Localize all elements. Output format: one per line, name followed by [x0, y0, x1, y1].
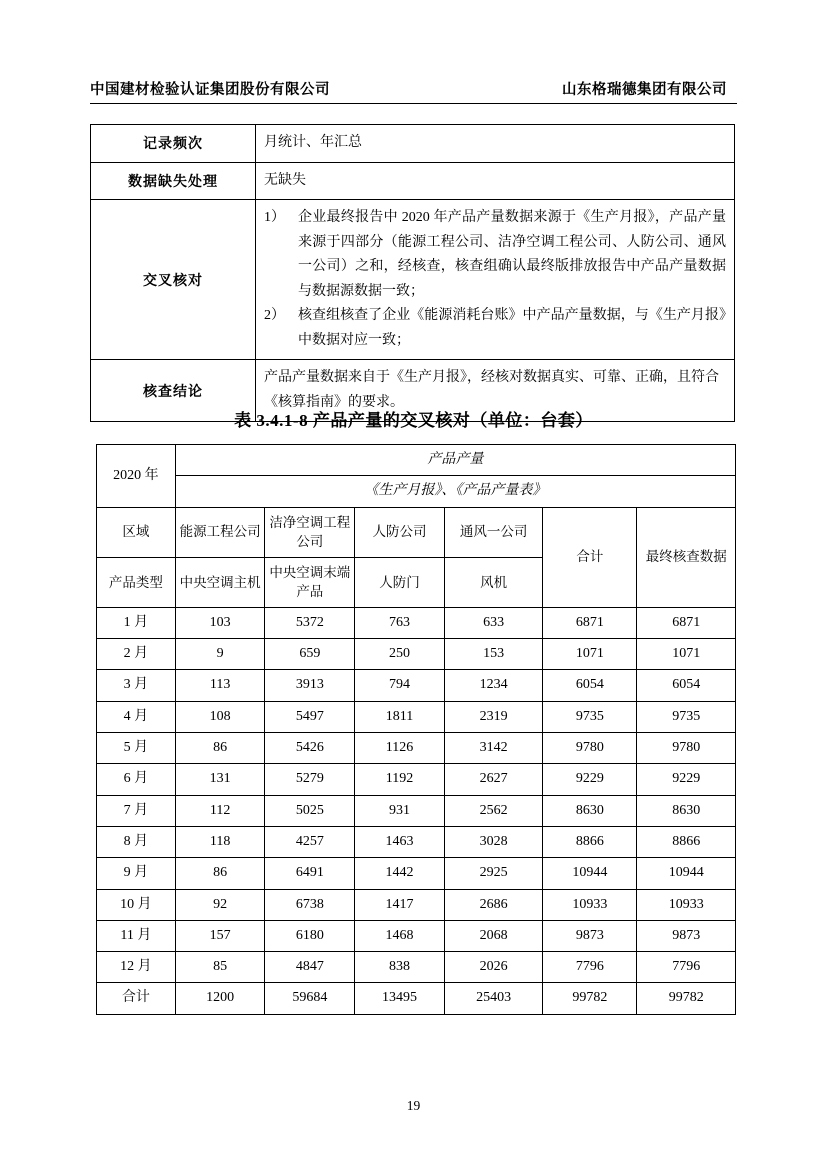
cell-value: 1071 — [543, 639, 637, 670]
header-final-verified: 最终核查数据 — [637, 507, 736, 607]
row-label: 10 月 — [97, 889, 176, 920]
cell-value: 10944 — [637, 858, 736, 889]
cell-value: 131 — [175, 764, 265, 795]
table-header-row — [97, 476, 736, 507]
cell-value: 153 — [444, 639, 542, 670]
cell-value: 7796 — [637, 952, 736, 983]
list-item — [264, 206, 726, 304]
cell-value: 6180 — [265, 920, 355, 951]
cell-value: 5372 — [265, 607, 355, 638]
table-row — [97, 670, 736, 701]
row-label-conclusion: 核查结论 — [91, 360, 256, 422]
cell-value: 794 — [355, 670, 445, 701]
header-area-col-0: 能源工程公司 — [175, 507, 265, 557]
group-header-production: 产品产量 — [175, 445, 735, 476]
header-left-company: 中国建材检验认证集团股份有限公司 — [90, 82, 330, 98]
row-label: 5 月 — [97, 733, 176, 764]
cell-value: 25403 — [444, 983, 542, 1014]
row-label: 6 月 — [97, 764, 176, 795]
row-label: 3 月 — [97, 670, 176, 701]
cell-value: 92 — [175, 889, 265, 920]
cell-value: 1811 — [355, 701, 445, 732]
cell-value: 4847 — [265, 952, 355, 983]
table-row — [97, 701, 736, 732]
cell-value: 9780 — [637, 733, 736, 764]
cell-value: 108 — [175, 701, 265, 732]
cell-value: 659 — [265, 639, 355, 670]
cell-value: 86 — [175, 733, 265, 764]
cell-value: 118 — [175, 826, 265, 857]
header-right-company: 山东格瑞德集团有限公司 — [562, 82, 727, 98]
cell-value: 9873 — [637, 920, 736, 951]
table-total-row — [97, 983, 736, 1014]
cell-value: 3913 — [265, 670, 355, 701]
cell-value: 250 — [355, 639, 445, 670]
cell-value: 2627 — [444, 764, 542, 795]
row-label-record-frequency: 记录频次 — [91, 125, 256, 163]
cell-value: 113 — [175, 670, 265, 701]
header-area-col-1: 洁净空调工程公司 — [265, 507, 355, 557]
cell-value: 1468 — [355, 920, 445, 951]
header-area-col-3: 通风一公司 — [444, 507, 542, 557]
production-data-table — [96, 444, 736, 1015]
list-item-text: 企业最终报告中 2020 年产品产量数据来源于《生产月报》，产品产量来源于四部分（能源工程公司、洁净空调工程公司、人防公司、通风一公司）之和，经核查，核查组确认最终版排放报告中产品产量数据与数据源数据一致； — [298, 210, 726, 299]
table-row — [97, 826, 736, 857]
source-header: 《生产月报》、《产品产量表》 — [175, 476, 735, 507]
running-header — [90, 78, 737, 104]
cell-value: 9735 — [637, 701, 736, 732]
cell-value: 157 — [175, 920, 265, 951]
table-row — [97, 607, 736, 638]
header-area: 区域 — [97, 507, 176, 557]
cell-value: 763 — [355, 607, 445, 638]
row-label: 4 月 — [97, 701, 176, 732]
cell-value: 10933 — [543, 889, 637, 920]
row-label-cross-check: 交叉核对 — [91, 200, 256, 360]
cell-value: 59684 — [265, 983, 355, 1014]
cell-value: 3028 — [444, 826, 542, 857]
cell-value: 5426 — [265, 733, 355, 764]
table-row — [97, 952, 736, 983]
cell-value: 2026 — [444, 952, 542, 983]
cell-value: 2925 — [444, 858, 542, 889]
cell-value: 6738 — [265, 889, 355, 920]
cell-value: 6054 — [637, 670, 736, 701]
cell-value: 86 — [175, 858, 265, 889]
cell-value: 1071 — [637, 639, 736, 670]
header-product-type: 产品类型 — [97, 557, 176, 607]
cell-value: 931 — [355, 795, 445, 826]
cell-value: 1126 — [355, 733, 445, 764]
cell-value: 85 — [175, 952, 265, 983]
cell-value: 9229 — [543, 764, 637, 795]
row-label: 12 月 — [97, 952, 176, 983]
row-value-record-frequency: 月统计、年汇总 — [256, 125, 735, 163]
cell-value: 2562 — [444, 795, 542, 826]
list-item-number: 1） — [264, 210, 285, 225]
table-row — [97, 920, 736, 951]
cell-value: 1200 — [175, 983, 265, 1014]
table-row — [91, 200, 735, 360]
table-row — [91, 125, 735, 163]
header-product-col-2: 人防门 — [355, 557, 445, 607]
cell-value: 9229 — [637, 764, 736, 795]
row-label: 7 月 — [97, 795, 176, 826]
cell-value: 1442 — [355, 858, 445, 889]
cell-value: 6054 — [543, 670, 637, 701]
row-label: 合计 — [97, 983, 176, 1014]
row-label: 8 月 — [97, 826, 176, 857]
row-value-missing-data: 无缺失 — [256, 162, 735, 200]
list-item — [264, 304, 726, 353]
header-product-col-0: 中央空调主机 — [175, 557, 265, 607]
cell-value: 13495 — [355, 983, 445, 1014]
table-row — [97, 639, 736, 670]
table-row — [97, 733, 736, 764]
table-row — [97, 795, 736, 826]
table-row — [97, 889, 736, 920]
cell-value: 9780 — [543, 733, 637, 764]
cell-value: 112 — [175, 795, 265, 826]
row-value-cross-check — [256, 200, 735, 360]
cell-value: 4257 — [265, 826, 355, 857]
cross-check-list — [264, 206, 726, 353]
row-value-conclusion: 产品产量数据来自于《生产月报》，经核对数据真实、可靠、正确，且符合《核算指南》的要求。 — [256, 360, 735, 422]
cell-value: 10933 — [637, 889, 736, 920]
row-label-missing-data: 数据缺失处理 — [91, 162, 256, 200]
cell-value: 8630 — [543, 795, 637, 826]
table-row — [97, 858, 736, 889]
table-caption: 表 3.4.1-8 产品产量的交叉核对（单位：台套） — [234, 411, 593, 430]
cell-value: 1234 — [444, 670, 542, 701]
cell-value: 9735 — [543, 701, 637, 732]
cell-value: 8866 — [637, 826, 736, 857]
cell-value: 1417 — [355, 889, 445, 920]
cell-value: 99782 — [543, 983, 637, 1014]
cell-value: 7796 — [543, 952, 637, 983]
cell-value: 5497 — [265, 701, 355, 732]
cell-value: 2319 — [444, 701, 542, 732]
cell-value: 6491 — [265, 858, 355, 889]
cell-value: 838 — [355, 952, 445, 983]
cell-value: 3142 — [444, 733, 542, 764]
cell-value: 2686 — [444, 889, 542, 920]
cell-value: 633 — [444, 607, 542, 638]
cell-value: 5279 — [265, 764, 355, 795]
row-label: 9 月 — [97, 858, 176, 889]
row-label: 1 月 — [97, 607, 176, 638]
verification-info-table — [90, 124, 735, 422]
cell-value: 9873 — [543, 920, 637, 951]
table-row — [97, 764, 736, 795]
cell-value: 8630 — [637, 795, 736, 826]
header-area-col-2: 人防公司 — [355, 507, 445, 557]
list-item-number: 2） — [264, 308, 285, 323]
cell-value: 2068 — [444, 920, 542, 951]
row-label: 2 月 — [97, 639, 176, 670]
header-product-col-1: 中央空调末端产品 — [265, 557, 355, 607]
table-header-row — [97, 507, 736, 557]
cell-value: 99782 — [637, 983, 736, 1014]
table-row — [91, 162, 735, 200]
list-item-text: 核查组核查了企业《能源消耗台账》中产品产量数据，与《生产月报》中数据对应一致； — [298, 308, 726, 348]
cell-value: 1463 — [355, 826, 445, 857]
cell-value: 6871 — [543, 607, 637, 638]
header-total: 合计 — [543, 507, 637, 607]
cell-value: 6871 — [637, 607, 736, 638]
cell-value: 5025 — [265, 795, 355, 826]
header-product-col-3: 风机 — [444, 557, 542, 607]
page-number: 19 — [406, 1098, 421, 1113]
cell-value: 10944 — [543, 858, 637, 889]
cell-value: 8866 — [543, 826, 637, 857]
cell-value: 103 — [175, 607, 265, 638]
cell-value: 9 — [175, 639, 265, 670]
row-label: 11 月 — [97, 920, 176, 951]
cell-value: 1192 — [355, 764, 445, 795]
table-header-row — [97, 445, 736, 476]
corner-label: 2020 年 — [97, 445, 176, 508]
